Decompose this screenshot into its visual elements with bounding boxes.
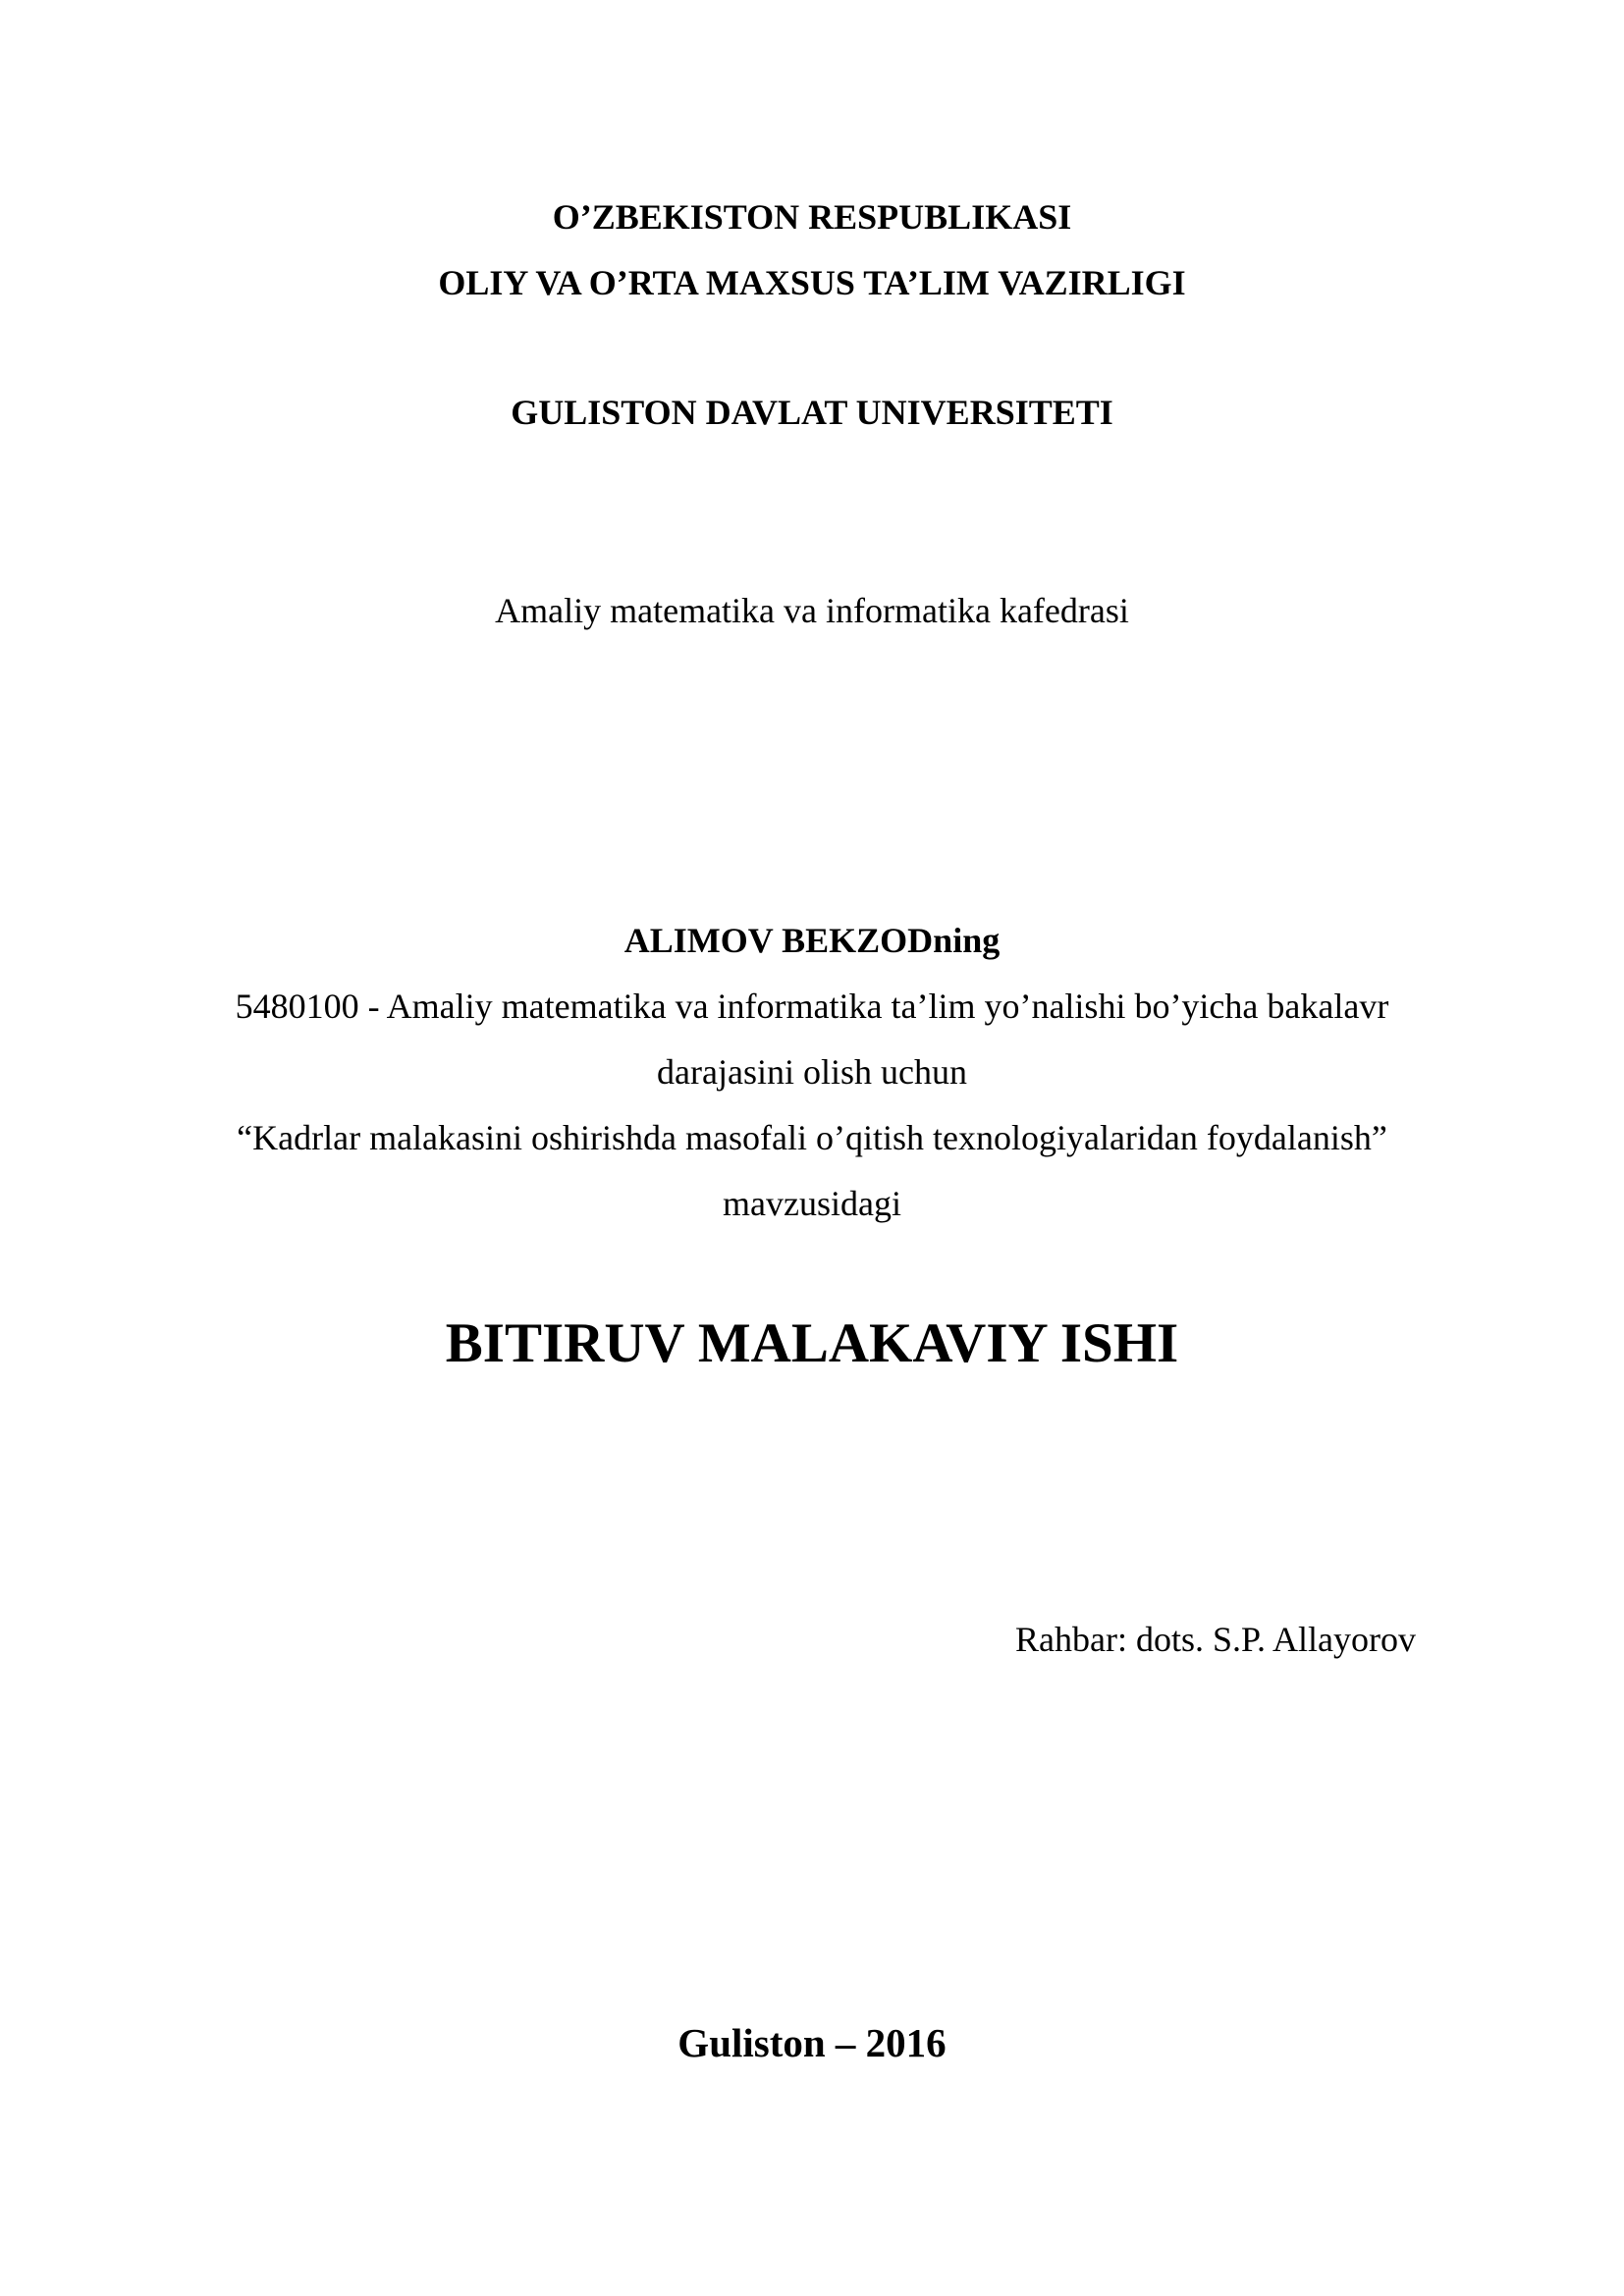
author-name: ALIMOV BEKZODning	[623, 921, 1001, 960]
republic-heading: O’ZBEKISTON RESPUBLIKASI	[552, 197, 1072, 237]
department-name: Amaliy matematika va informatika kafedrasi	[495, 591, 1129, 630]
city-year: Guliston – 2016	[677, 2020, 947, 2065]
description-line-2: darajasini olish uchun	[657, 1052, 967, 1092]
university-heading: GULISTON DAVLAT UNIVERSITETI	[511, 393, 1113, 432]
work-title: BITIRUV MALAKAVIY ISHI	[445, 1312, 1179, 1374]
supervisor-line: Rahbar: dots. S.P. Allayorov	[1015, 1620, 1417, 1659]
thesis-topic: “Kadrlar malakasini oshirishda masofali o’qitish texnologiyalaridan foydalanish”	[237, 1118, 1387, 1157]
description-line-1: 5480100 - Amaliy matematika va informatika ta’lim yo’nalishi bo’yicha bakalavr	[235, 987, 1389, 1026]
description-line-4: mavzusidagi	[723, 1184, 901, 1223]
ministry-heading: OLIY VA O’RTA MAXSUS TA’LIM VAZIRLIGI	[438, 263, 1186, 302]
